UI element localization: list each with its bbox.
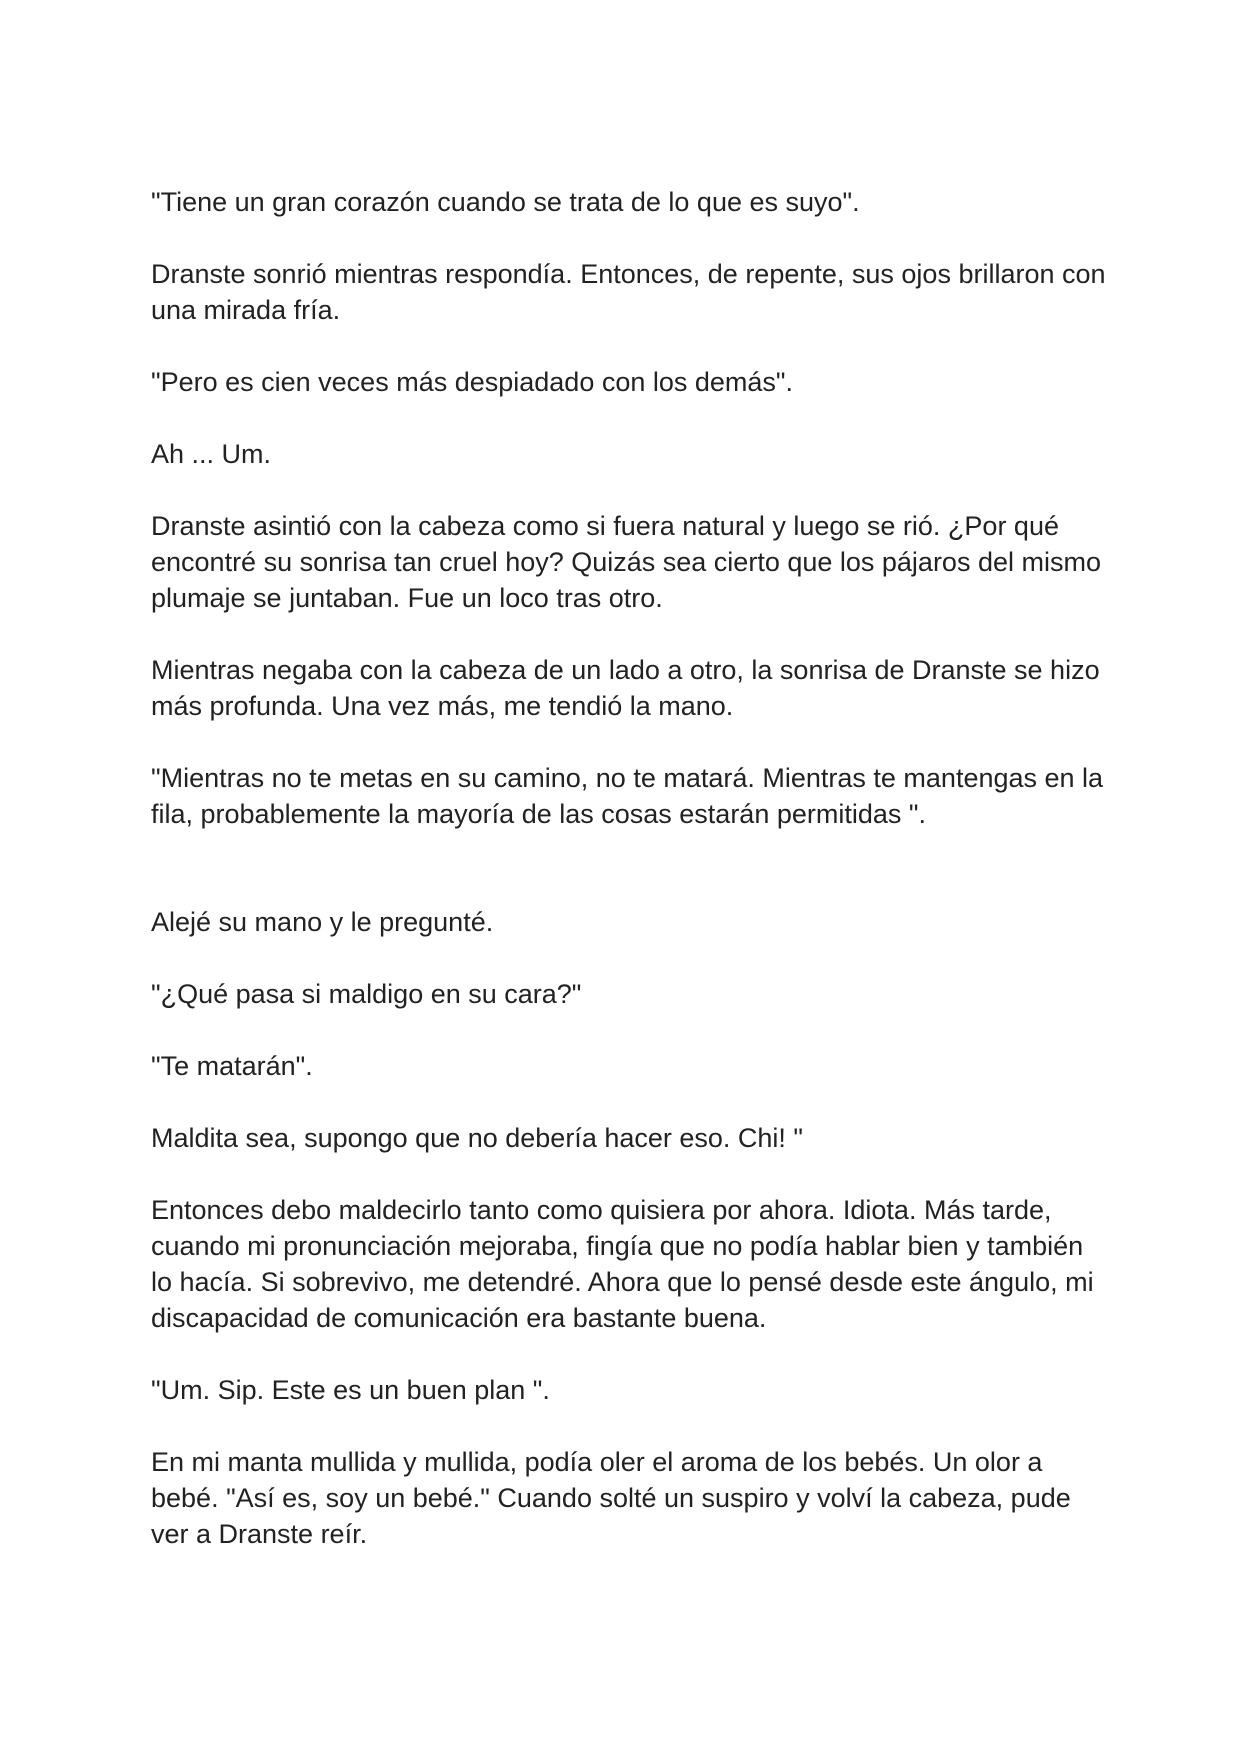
paragraph-14: En mi manta mullida y mullida, podía oler el aroma de los bebés. Un olor a bebé. "Así es, soy un bebé." Cuando solté un suspiro y volví la cabeza, pude ver a Dranste reír. — [151, 1447, 1071, 1549]
paragraph-3: "Pero es cien veces más despiadado con los demás". — [151, 367, 794, 397]
paragraph-4: Ah ... Um. — [151, 439, 272, 469]
paragraph-1: "Tiene un gran corazón cuando se trata de lo que es suyo". — [151, 187, 860, 217]
paragraph-2: Dranste sonrió mientras respondía. Entonces, de repente, sus ojos brillaron con una mirada fría. — [151, 259, 1106, 325]
paragraph-9: "¿Qué pasa si maldigo en su cara?" — [151, 979, 582, 1009]
paragraph-12: Entonces debo maldecirlo tanto como quisiera por ahora. Idiota. Más tarde, cuando mi pronunciación mejoraba, fingía que no podía hablar bien y también lo hacía. Si sobrevivo, me detendré. Ahora que lo pensé desde este ángulo, mi discapacidad de comunicación era bastante buena. — [151, 1195, 1094, 1333]
paragraph-8: Alejé su mano y le pregunté. — [151, 907, 494, 937]
paragraph-10: "Te matarán". — [151, 1051, 313, 1081]
paragraph-13: "Um. Sip. Este es un buen plan ". — [151, 1375, 550, 1405]
paragraph-7: "Mientras no te metas en su camino, no te matará. Mientras te mantengas en la fila, probablemente la mayoría de las cosas estarán permitidas ". — [151, 763, 1104, 829]
document-page — [151, 184, 1111, 1588]
paragraph-11: Maldita sea, supongo que no debería hacer eso. Chi! " — [151, 1123, 804, 1153]
paragraph-5: Dranste asintió con la cabeza como si fuera natural y luego se rió. ¿Por qué encontré su sonrisa tan cruel hoy? Quizás sea cierto que los pájaros del mismo plumaje se juntaban. Fue un loco tras otro. — [151, 511, 1101, 613]
paragraph-6: Mientras negaba con la cabeza de un lado a otro, la sonrisa de Dranste se hizo más profunda. Una vez más, me tendió la mano. — [151, 655, 1100, 721]
